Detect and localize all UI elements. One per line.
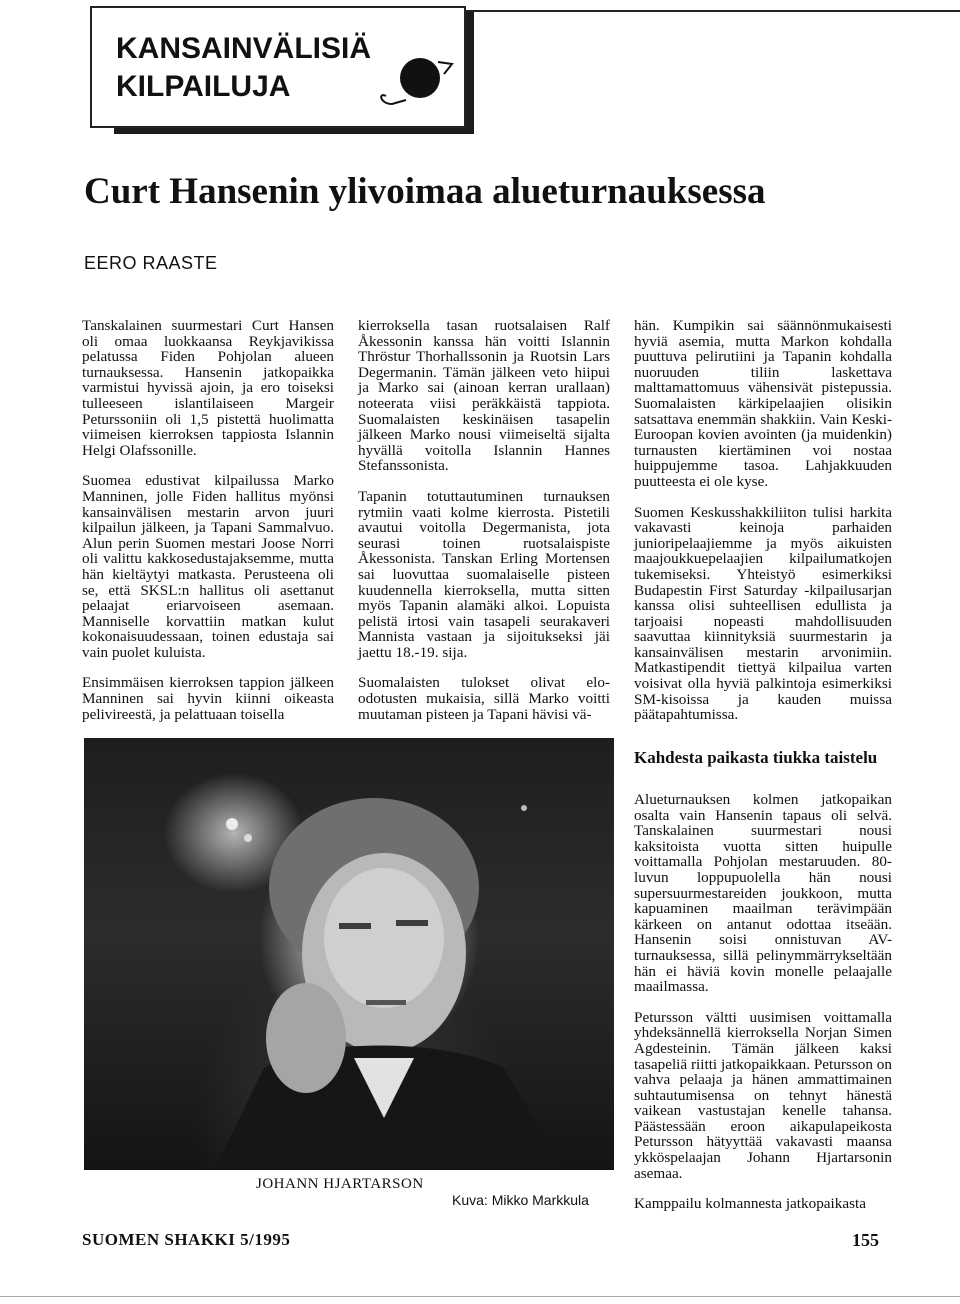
article-column-4 (634, 792, 892, 1227)
article-column-1 (82, 318, 334, 737)
article-title: Curt Hansenin ylivoimaa alueturnauksessa (84, 171, 766, 212)
portrait-photo (84, 738, 614, 1170)
section-label-line2: KILPAILUJA (116, 70, 291, 103)
paragraph: hän. Kumpikin sai säännönmukaisesti hyviä asemia, mutta Markon kohdalla puuttuva pelirutiini ja Tapanin kohdalla nuoruuden tiliin laskettava malttamattomuus vähensivät pistepussia. Suomalaisten kärkipelaajien olisikin satsattava enemmän shakkiin. Vain Keski-Euroopan kovien avointen (ja muidenkin) turnausten kiertäminen voi nostaa huippujemme tasoa. Lahjakkuuden puutteesta ei ole kyse. (634, 317, 892, 490)
paragraph: Tapanin totuttautuminen turnauksen rytmiin vaati kolme kierrosta. Pistetili avautui voitolla Degermanista, jota seurasi toinen ruotsalaispiste Åkessonista. Tanskan Erling Mortensen sai luovuttaa suomalaiselle pisteen kuudennella kierroksella, mutta sitten myös Tapanin alamäki alkoi. Lopuista pelistä irtosi vain tasapeli seurakaveri Mannista vastaan ja sijoitukseksi jäi jaettu 18.-19. sija. (358, 487, 610, 661)
article-column-3 (634, 318, 892, 738)
paragraph: Tanskalainen suurmestari Curt Hansen oli omaa luokkaansa Reykjavikissa pelatussa Fiden Pohjolan alueen turnauksessa. Hansenin jatkopaikka varmistui hyvissä ajoin, ja ero toiseksi tulleeseen islantilaiseen Margeir Peturssoniin oli 1,5 pistettä huolimatta viimeisen kierroksen tappiosta Islannin Helgi Olafssonille. (82, 317, 334, 459)
paragraph: Suomalaisten tulokset olivat elo-odotusten mukaisia, sillä Marko voitti muutaman pisteen ja Tapani hävisi vä- (358, 674, 610, 723)
paragraph: Ensimmäisen kierroksen tappion jälkeen Manninen sai hyvin kiinni oikeasta pelivireestä, ja pelattuaan toisella (82, 674, 334, 723)
paragraph: Kamppailu kolmannesta jatkopaikasta (634, 1195, 866, 1213)
magazine-issue: SUOMEN SHAKKI 5/1995 (82, 1230, 291, 1249)
article-author: EERO RAASTE (84, 253, 218, 273)
paragraph: Suomen Keskusshakkiliiton tulisi harkita vakavasti keinoja parhaiden junioripelaajiemme ja myös aikuisten maajoukkuepelaajien kilpailumatkojen tukemiseksi. Yhteistyö esimerkiksi Budapestin First Saturday -kilpailusarjan kanssa olisi suhteellisen edullista ja tarjoaisi nopeasti mahdollisuuden saavuttaa kiinnityksiä suurmestarin ja kansainvälisen mestarin arvonimiin. Matkastipendit tiettyä kilpailua varten voisivat olla hyviä palkintoja esimerkiksi SM-kisoissa ja kauden muissa päätapahtumissa. (634, 503, 892, 724)
section-label-line1: KANSAINVÄLISIÄ (116, 32, 372, 65)
paragraph: kierroksella tasan ruotsalaisen Ralf Åkessonin kanssa hän voitti Islannin Thröstur Thorhallssonin ja Ruotsin Lars Degermanin. Tämän jälkeen veto hiipui ja Marko sai (ainoan kerran urallaan) noteerata viisi peräkkäistä tappiota. Suomalaisten keskinäisen tasapelin jälkeen Marko nousi viimeiseltä sijalta hyvällä voitolla Islannin Hannes Stefanssonista. (358, 317, 610, 475)
photo-caption: JOHANN HJARTARSON (256, 1176, 424, 1192)
photo-credit: Kuva: Mikko Markkula (452, 1192, 589, 1208)
page-number: 155 (852, 1230, 879, 1250)
paragraph: Alueturnauksen kolmen jatkopaikan osalta vain Hansenin tapaus oli selvä. Tanskalainen suurmestari nousi kaksitoista vuotta sitten huipulle voittamalla Pohjolan mestaruuden. 80-luvun loppupuolella hän nousi supersuurmestareiden joukkoon, mutta kapuaminen maailman terävimpään kärkeen on antanut odottaa itseään. Hansenin soisi onnistuvan AV-turnauksessa, sillä pelinymmärrykseltään hän ei häviä kovin monelle pelaajalle maailmassa. (634, 791, 892, 996)
chess-pawn-icon (372, 52, 462, 110)
portrait-illustration (84, 738, 614, 1170)
bottom-rule (0, 1296, 960, 1297)
paragraph: Suomea edustivat kilpailussa Marko Manninen, jolle Fiden hallitus myönsi kansainvälisen mestarin arvon juuri kilpailun jälkeen, ja Tapani Sammalvuo. Alun perin Suomen mestari Joose Norri oli valittu kakkosedustajaksemme, mutta hän kieltäytyi matkasta. Perusteena oli se, että SKSL:n hallitus oli asettanut pelaajat eriarvoiseen asemaan. Manniselle korvattiin matkan kulut kokonaisuudessaan, toinen edustaja sai vain puolet kuluista. (82, 472, 334, 661)
article-column-2 (358, 318, 610, 737)
paragraph: Petursson vältti uusimisen voittamalla yhdeksännellä kierroksella Norjan Simen Agdesteinin. Tämän jälkeen kaksi tasapeliä riitti jatkopaikkaan. Petursson on vahva pelaaja ja hänen ammattimainen suhtautumisensa on tehnyt hänestä vaikean vastustajan kenelle tahansa. Päästessään eroon aikapulapeikosta Petursson hätyyttää vakavasti maansa ykköspelaajan Johann Hjartarsonin asemaa. (634, 1008, 892, 1182)
subheading: Kahdesta paikasta tiukka taistelu (634, 748, 878, 767)
